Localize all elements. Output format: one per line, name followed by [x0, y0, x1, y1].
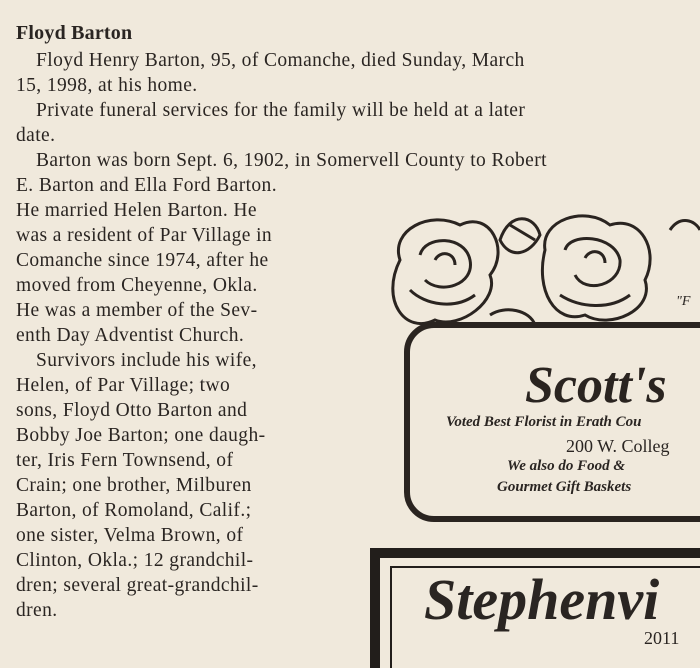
obituary-line: one sister, Velma Brown, of — [16, 525, 244, 546]
obituary-line: was a resident of Par Village in — [16, 225, 273, 246]
second-ad-name: Stephenvi — [424, 567, 660, 632]
obituary-line: Clinton, Okla.; 12 grandchil- — [16, 550, 254, 571]
obituary-line: He married Helen Barton. He — [16, 200, 257, 221]
obituary-line: Survivors include his wife, — [36, 350, 257, 371]
second-ad-year: 2011 — [644, 628, 680, 648]
obituary-line: Bobby Joe Barton; one daugh- — [16, 425, 266, 446]
obituary-line: enth Day Adventist Church. — [16, 325, 245, 346]
obituary-line: Barton, of Romoland, Calif.; — [16, 500, 252, 521]
florist-food-line: We also do Food & — [507, 458, 626, 474]
obituary-line: Helen, of Par Village; two — [16, 375, 231, 396]
obituary-line: Crain; one brother, Milburen — [16, 475, 252, 496]
obituary-line: dren; several great-grandchil- — [16, 575, 259, 596]
florist-quote-fragment: "F — [676, 294, 691, 309]
obituary-line: date. — [16, 125, 56, 146]
obituary-title: Floyd Barton — [16, 22, 133, 44]
florist-voted-line: Voted Best Florist in Erath Cou — [446, 414, 642, 430]
florist-name: Scott's — [525, 357, 667, 414]
rose-illustration — [370, 200, 700, 350]
obituary-line: dren. — [16, 600, 58, 621]
obituary-line: Floyd Henry Barton, 95, of Comanche, died Sunday, March — [36, 50, 525, 71]
florist-gourmet-line: Gourmet Gift Baskets — [497, 479, 632, 495]
obituary-line: sons, Floyd Otto Barton and — [16, 400, 248, 421]
obituary-line: E. Barton and Ella Ford Barton. — [16, 175, 277, 196]
obituary-line: He was a member of the Sev- — [16, 300, 258, 321]
obituary-line: moved from Cheyenne, Okla. — [16, 275, 258, 296]
obituary-line: Comanche since 1974, after he — [16, 250, 269, 271]
obituary-line: ter, Iris Fern Townsend, of — [16, 450, 234, 471]
obituary-line: Barton was born Sept. 6, 1902, in Somervell County to Robert — [36, 150, 547, 171]
obituary-line: 15, 1998, at his home. — [16, 75, 198, 96]
obituary-line: Private funeral services for the family will be held at a later — [36, 100, 526, 121]
florist-address: 200 W. Colleg — [566, 436, 670, 456]
